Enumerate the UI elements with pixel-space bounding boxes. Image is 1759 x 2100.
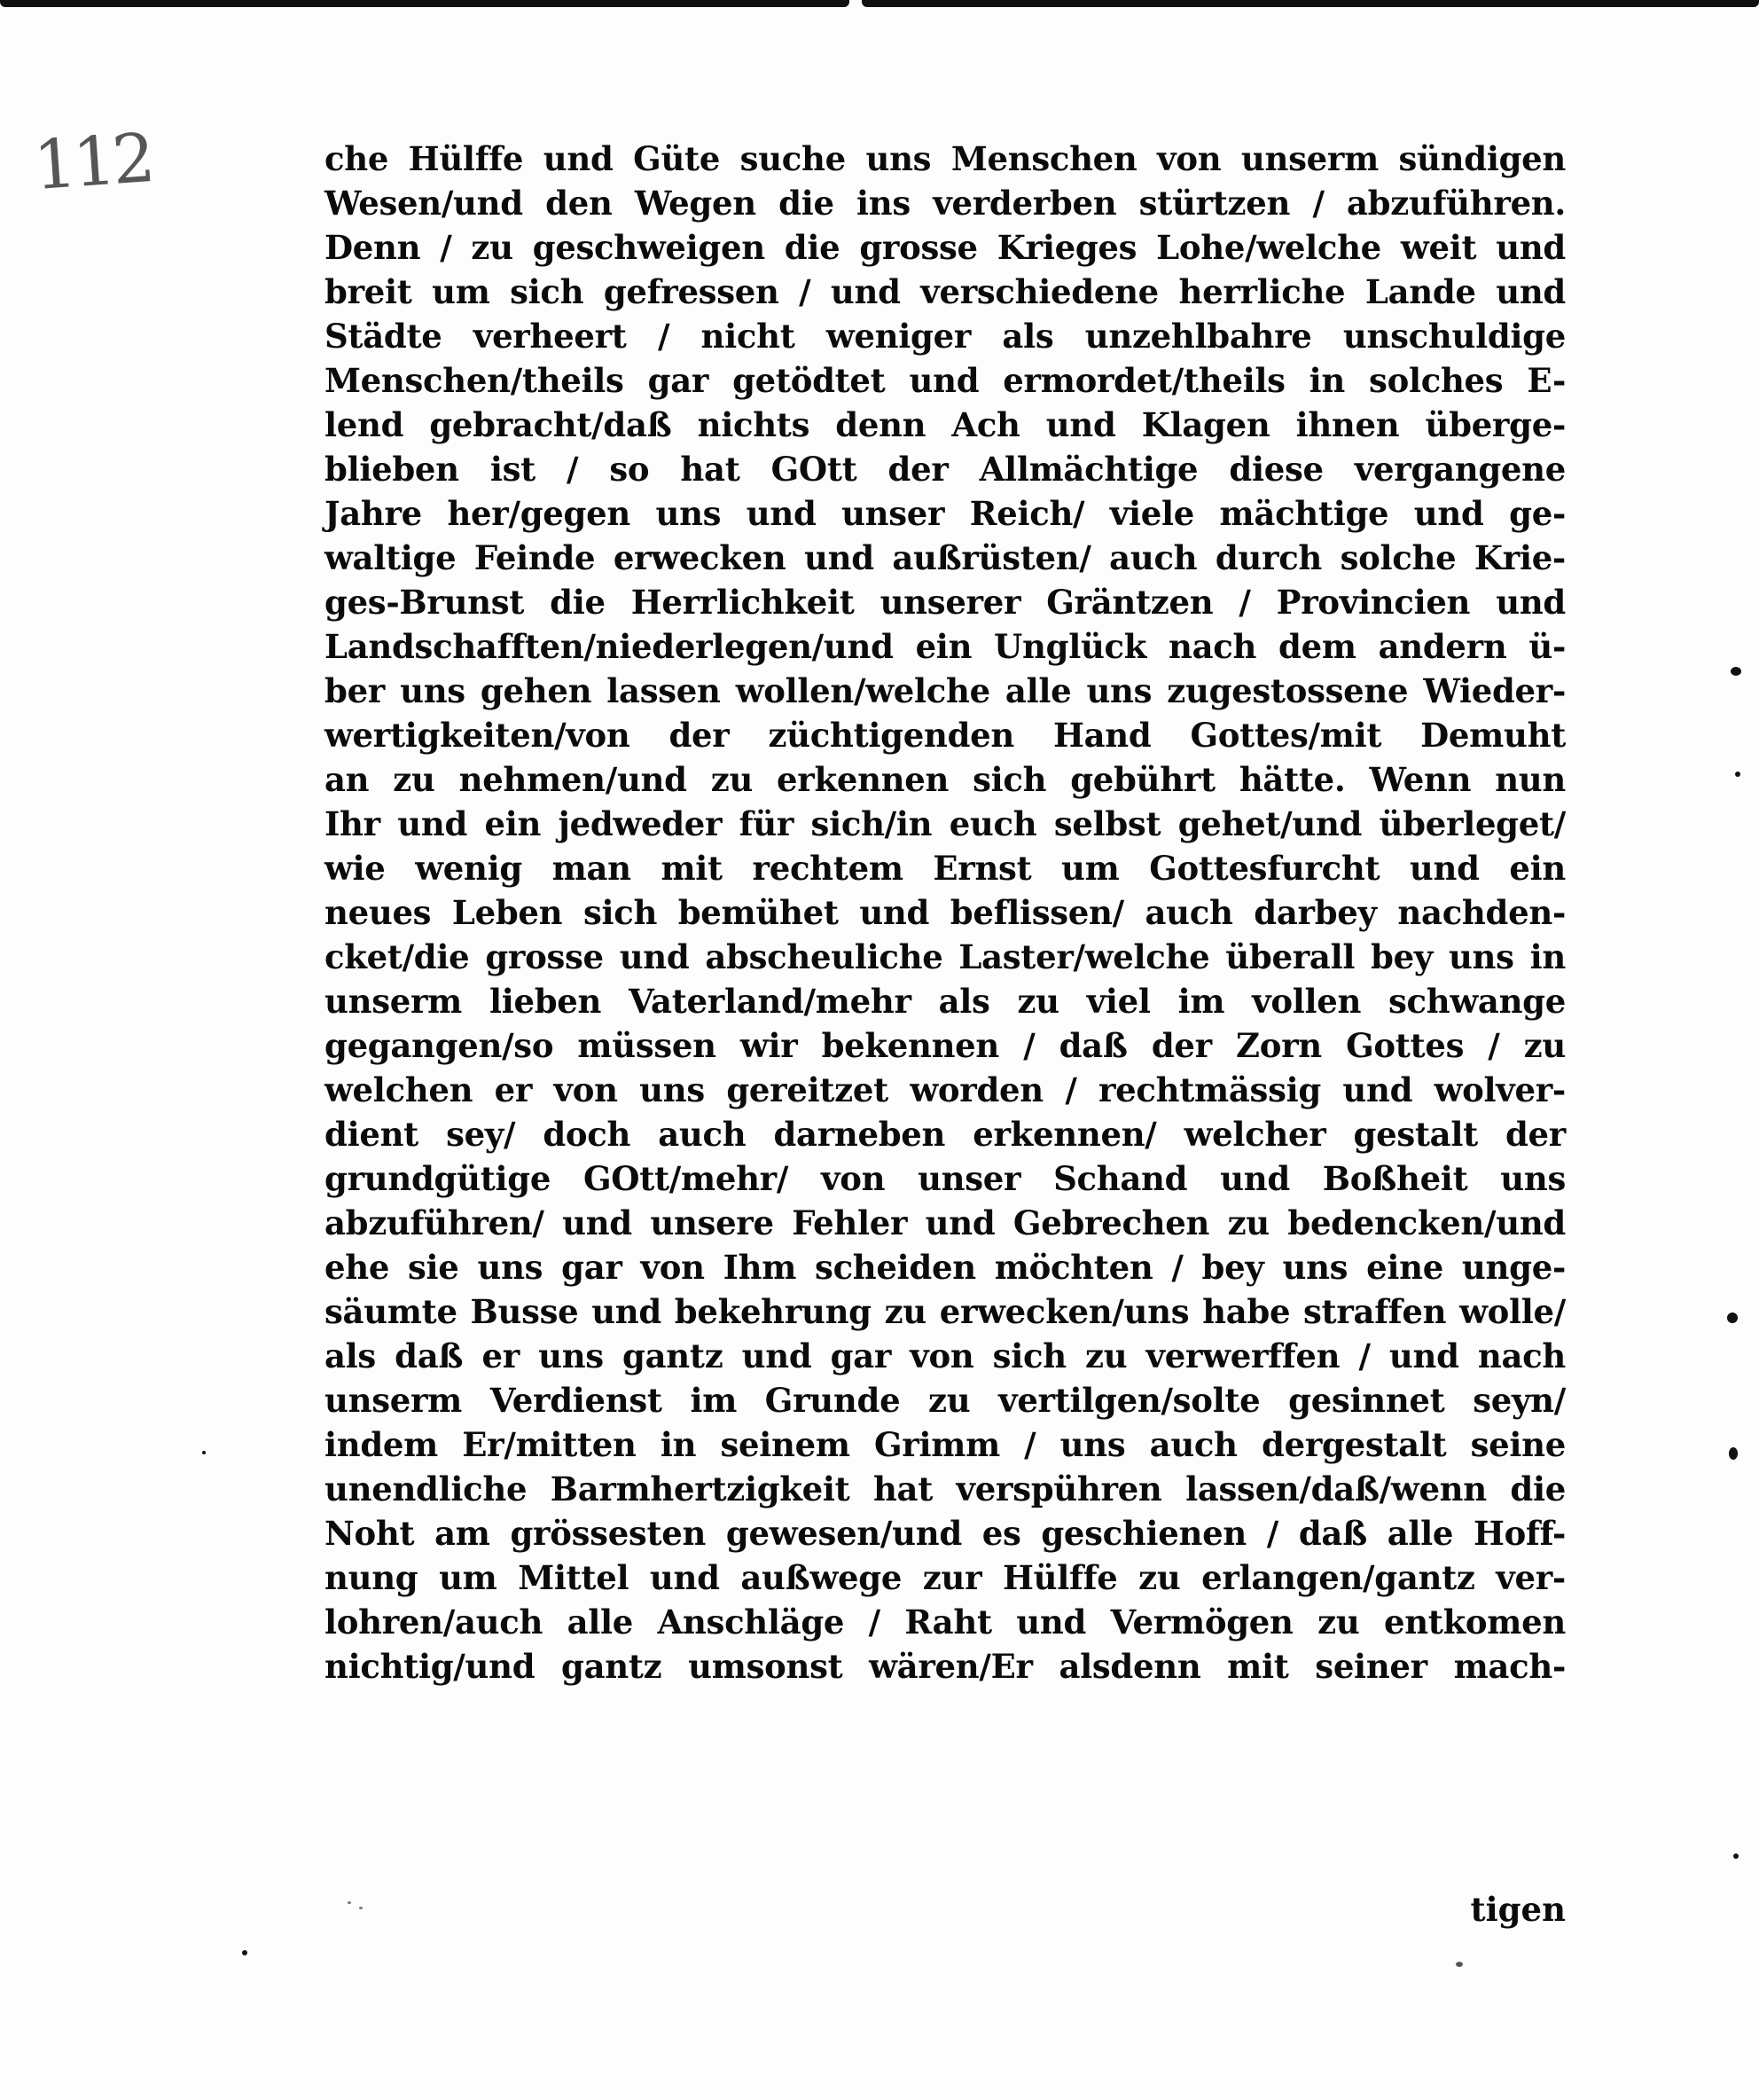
scan-speck bbox=[1735, 772, 1740, 777]
text-line: lohren/auch alle Anschläge / Raht und Vermögen zu entkomen bbox=[324, 1602, 1566, 1642]
text-line: ges-Brunst die Herrlichkeit unserer Gräntzen / Provincien und bbox=[324, 583, 1566, 622]
text-line: nung um Mittel und außwege zur Hülffe zu erlangen/gantz ver- bbox=[324, 1558, 1566, 1597]
body-text bbox=[324, 137, 1566, 1689]
text-line: säumte Busse und bekehrung zu erwecken/uns habe straffen wolle/ bbox=[324, 1292, 1566, 1331]
text-line: welchen er von uns gereitzet worden / rechtmässig und wolver- bbox=[324, 1070, 1566, 1109]
text-line: gegangen/so müssen wir bekennen / daß der Zorn Gottes / zu bbox=[324, 1026, 1566, 1065]
scan-speck bbox=[242, 1950, 247, 1955]
text-line: wertigkeiten/von der züchtigenden Hand Gottes/mit Demuht bbox=[324, 716, 1566, 755]
text-line: blieben ist / so hat GOtt der Allmächtige diese vergangene bbox=[324, 450, 1566, 489]
top-border-rule-left bbox=[0, 0, 849, 7]
text-line: Noht am grössesten gewesen/und es geschienen / daß alle Hoff- bbox=[324, 1514, 1566, 1553]
scan-speck bbox=[1456, 1962, 1463, 1967]
scan-speck bbox=[359, 1907, 363, 1909]
text-line: grundgütige GOtt/mehr/ von unser Schand und Boßheit uns bbox=[324, 1159, 1566, 1198]
text-line: breit um sich gefressen / und verschiedene herrliche Lande und bbox=[324, 272, 1566, 311]
text-line: Jahre her/gegen uns und unser Reich/ viele mächtige und ge- bbox=[324, 494, 1566, 533]
text-line: nichtig/und gantz umsonst wären/Er alsdenn mit seiner mach- bbox=[324, 1647, 1566, 1686]
text-line: Städte verheert / nicht weniger als unzehlbahre unschuldige bbox=[324, 317, 1566, 356]
scan-speck bbox=[1733, 1853, 1739, 1859]
text-line: waltige Feinde erwecken und außrüsten/ auch durch solche Krie- bbox=[324, 538, 1566, 577]
scan-speck bbox=[1729, 1447, 1738, 1460]
catchword: tigen bbox=[1470, 1890, 1566, 1929]
text-line: unendliche Barmhertzigkeit hat verspühren lassen/daß/wenn die bbox=[324, 1469, 1566, 1508]
text-line: dient sey/ doch auch darneben erkennen/ welcher gestalt der bbox=[324, 1115, 1566, 1154]
text-line: abzuführen/ und unsere Fehler und Gebrechen zu bedencken/und bbox=[324, 1203, 1566, 1242]
margin-page-number: 112 bbox=[31, 118, 154, 206]
text-line: Menschen/theils gar getödtet und ermordet/theils in solches E- bbox=[324, 361, 1566, 400]
scan-speck bbox=[1727, 1312, 1738, 1323]
text-line: ehe sie uns gar von Ihm scheiden möchten / bey uns eine unge- bbox=[324, 1248, 1566, 1287]
text-line: lend gebracht/daß nichts denn Ach und Klagen ihnen überge- bbox=[324, 405, 1566, 444]
text-line: ber uns gehen lassen wollen/welche alle uns zugestossene Wieder- bbox=[324, 671, 1566, 710]
text-line: cket/die grosse und abscheuliche Laster/welche überall bey uns in bbox=[324, 937, 1566, 976]
text-line: als daß er uns gantz und gar von sich zu verwerffen / und nach bbox=[324, 1336, 1566, 1375]
text-line: Ihr und ein jedweder für sich/in euch selbst gehet/und überleget/ bbox=[324, 804, 1566, 843]
text-line: wie wenig man mit rechtem Ernst um Gottesfurcht und ein bbox=[324, 849, 1566, 888]
text-line: che Hülffe und Güte suche uns Menschen von unserm sündigen bbox=[324, 139, 1566, 178]
text-line: Wesen/und den Wegen die ins verderben stürtzen / abzuführen. bbox=[324, 184, 1566, 223]
scan-speck bbox=[348, 1901, 351, 1904]
scan-speck bbox=[202, 1451, 206, 1454]
text-line: unserm Verdienst im Grunde zu vertilgen/solte gesinnet seyn/ bbox=[324, 1381, 1566, 1420]
text-line: unserm lieben Vaterland/mehr als zu viel im vollen schwange bbox=[324, 982, 1566, 1021]
text-line: Denn / zu geschweigen die grosse Krieges Lohe/welche weit und bbox=[324, 228, 1566, 267]
scan-speck bbox=[1731, 667, 1741, 676]
text-line: an zu nehmen/und zu erkennen sich gebührt hätte. Wenn nun bbox=[324, 760, 1566, 799]
text-line: Landschafften/niederlegen/und ein Unglück nach dem andern ü- bbox=[324, 627, 1566, 666]
text-line: indem Er/mitten in seinem Grimm / uns auch dergestalt seine bbox=[324, 1425, 1566, 1464]
text-line: neues Leben sich bemühet und beflissen/ auch darbey nachden- bbox=[324, 893, 1566, 932]
top-border-rule-right bbox=[862, 0, 1759, 7]
